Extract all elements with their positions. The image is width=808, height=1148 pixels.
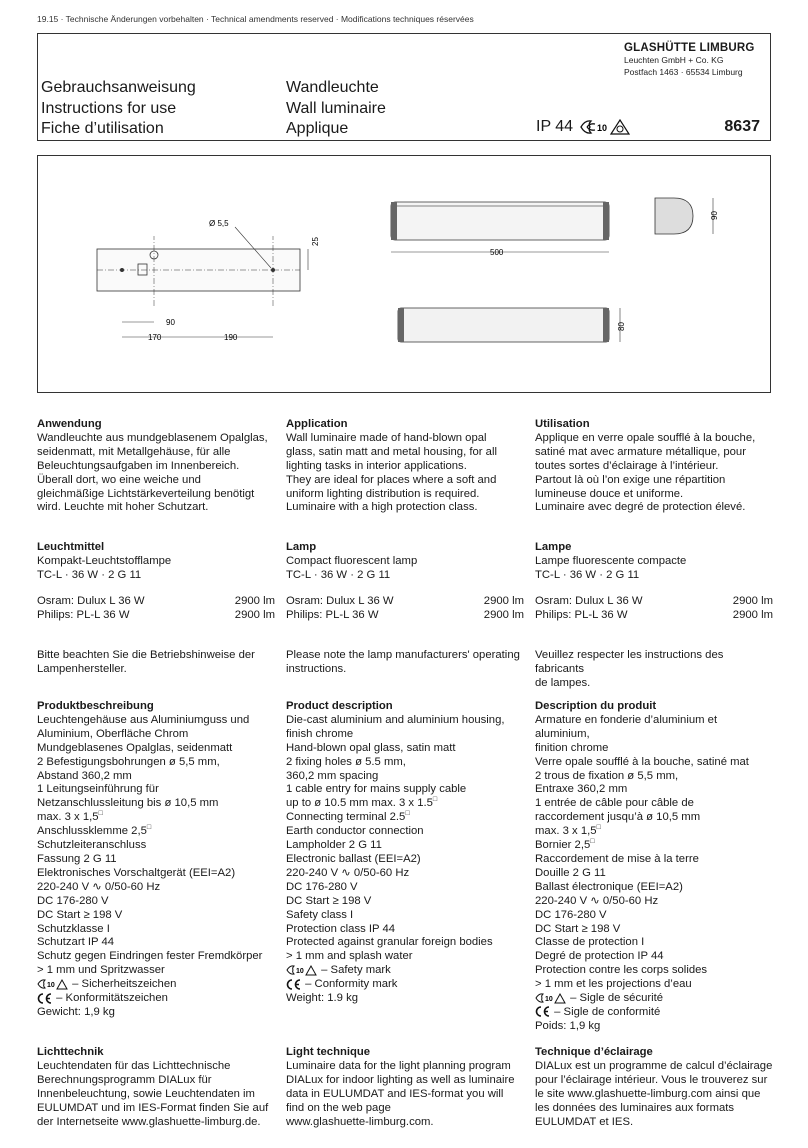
fr-app-line: Applique en verre opale soufflé à la bouche, — [535, 431, 756, 444]
header-box — [37, 33, 771, 141]
hole-label: Ø 5,5 — [209, 219, 229, 228]
en-prod-line: finish chrome — [286, 727, 354, 740]
de-lamp-list — [37, 595, 275, 623]
en-prod-line: Protection class IP 44 — [286, 922, 396, 935]
fr-application — [535, 418, 773, 515]
de-app-line: Beleuchtungsaufgaben im Innenbereich. — [37, 459, 240, 472]
fr-app-heading: Utilisation — [535, 418, 590, 430]
de-app-line: Überall dort, wo eine weiche und — [37, 473, 201, 486]
svg-text:10: 10 — [296, 968, 304, 976]
fr-app-line: Luminaire avec degré de protection élevé. — [535, 501, 746, 514]
lamp-name: Osram: Dulux L 36 W — [535, 595, 643, 607]
fr-lamp — [535, 541, 773, 583]
de-prod-line: Netzanschlussleitung bis ø 10,5 mm — [37, 797, 219, 810]
bottom-cap-left — [398, 308, 404, 342]
fr-prod-line: Bornier 2,5□ — [535, 838, 595, 852]
en-safety-text: – Safety mark — [318, 964, 391, 977]
bottom-cap-right — [603, 308, 609, 342]
de-app-line: Wandleuchte aus mundgeblasenem Opalglas, — [37, 431, 268, 444]
de-light-line: Berechnungsprogramm DIALux für — [37, 1073, 212, 1086]
de-application — [37, 418, 275, 515]
de-light-line: Leuchtendaten für das Lichttechnische — [37, 1059, 231, 1072]
side-profile — [655, 198, 693, 234]
de-prod-line: Abstand 360,2 mm — [37, 769, 132, 782]
dim-80: 80 — [617, 322, 626, 331]
en-note-line: instructions. — [286, 662, 347, 675]
de-prod-line: Schutz gegen Eindringen fester Fremdkörper — [37, 950, 263, 963]
en-safety-line — [286, 964, 524, 978]
fr-prod-line: DC Start ≥ 198 V — [535, 922, 621, 935]
de-prod-line: Schutzklasse I — [37, 922, 110, 935]
fr-prod-line: Entraxe 360,2 mm — [535, 783, 628, 796]
fr-conform-text: – Sigle de conformité — [551, 1005, 661, 1018]
en-app-line: Wall luminaire made of hand-blown opal — [286, 431, 487, 444]
company-block — [624, 42, 758, 78]
en-prod-line: DC 176-280 V — [286, 880, 358, 893]
en-light-heading: Light technique — [286, 1046, 371, 1058]
safety-mark-icon — [286, 964, 318, 976]
de-prod-line: 2 Befestigungsbohrungen ø 5,5 mm, — [37, 755, 220, 768]
fr-light-line: le site www.glashuette-limburg.com ainsi que — [535, 1087, 761, 1100]
en-product — [286, 700, 524, 1006]
de-prod-line: Anschlussklemme 2,5□ — [37, 824, 152, 838]
de-lamp-line: TC-L · 36 W · 2 G 11 — [37, 568, 142, 581]
lamp-lumen: 2900 lm — [483, 608, 524, 621]
dim-190: 190 — [224, 333, 238, 342]
fr-prod-line: Degré de protection IP 44 — [535, 950, 664, 963]
de-prod-text: max. 3 x 1,5 — [37, 811, 99, 824]
en-app-line: uniform lighting distribution is required. — [286, 487, 480, 500]
en-prod-line: 360,2 mm spacing — [286, 769, 379, 782]
lamp-row — [535, 595, 773, 609]
lamp-name: Philips: PL-L 36 W — [37, 608, 130, 621]
lamp-name: Philips: PL-L 36 W — [286, 608, 379, 621]
de-safety-text: – Sicherheitszeichen — [69, 978, 177, 991]
company-sub1: Leuchten GmbH + Co. KG — [624, 55, 724, 65]
fr-product — [535, 700, 773, 1034]
en-prod-heading: Product description — [286, 700, 393, 712]
en-prod-line: Protected against granular foreign bodies — [286, 936, 493, 949]
de-lamp — [37, 541, 275, 583]
fr-app-line: lumineuse douce et uniforme. — [535, 487, 684, 500]
en-note — [286, 649, 524, 677]
dim-170: 170 — [148, 333, 162, 342]
en-lamp-line: Compact fluorescent lamp — [286, 554, 418, 567]
de-prod-line: Fassung 2 G 11 — [37, 852, 117, 865]
de-light — [37, 1046, 275, 1129]
ce-mark-icon — [37, 993, 53, 1004]
lamp-name: Osram: Dulux L 36 W — [286, 595, 394, 607]
fr-lamp-list — [535, 595, 773, 623]
front-cap-left — [391, 202, 397, 240]
top-note: 19.15 · Technische Änderungen vorbehalten · Technical amendments reserved · Modifications techniques réservées — [37, 14, 474, 24]
enec-number: 10 — [597, 123, 608, 133]
en-prod-line: Hand-blown opal glass, satin matt — [286, 741, 456, 754]
fr-prod-line: Douille 2 G 11 — [535, 866, 606, 879]
fr-light-line: les données des luminaires aux formats — [535, 1101, 735, 1114]
fr-prod-line: Protection contre les corps solides — [535, 964, 708, 977]
fr-note-line: Veuillez respecter les instructions des fabricants — [535, 649, 724, 675]
de-note-line: Bitte beachten Sie die Betriebshinweise der — [37, 649, 255, 661]
en-lamp-line: TC-L · 36 W · 2 G 11 — [286, 568, 391, 581]
lamp-row — [37, 595, 275, 609]
de-prod-line: Mundgeblasenes Opalglas, seidenmatt — [37, 741, 233, 754]
drawing-svg — [38, 156, 770, 392]
bottom-view — [398, 308, 609, 342]
doc-title-en: Instructions for use — [41, 99, 177, 117]
de-prod-line: Schutzart IP 44 — [37, 936, 115, 949]
lamp-lumen: 2900 lm — [234, 608, 275, 621]
svg-text:10: 10 — [47, 982, 55, 990]
fr-prod-line: raccordement jusqu’à ø 10,5 mm — [535, 811, 701, 824]
de-prod-line: Aluminium, Oberfläche Chrom — [37, 727, 189, 740]
fr-prod-line: 1 entrée de câble pour câble de — [535, 797, 694, 810]
fr-prod-line: DC 176-280 V — [535, 908, 607, 921]
en-prod-line: Earth conductor connection — [286, 825, 424, 838]
fr-app-line: satiné mat avec armature métallique, pour — [535, 445, 746, 458]
en-prod-line: Safety class I — [286, 908, 354, 921]
ip-rating: IP 44 — [536, 118, 574, 135]
fr-light-heading: Technique d’éclairage — [535, 1046, 653, 1058]
de-product — [37, 700, 275, 1020]
ce-mark-icon — [535, 1006, 551, 1017]
lamp-row — [286, 595, 524, 609]
en-weight: Weight: 1.9 kg — [286, 992, 359, 1005]
en-light-line: Luminaire data for the light planning program — [286, 1059, 511, 1072]
doc-title-de: Gebrauchsanweisung — [41, 79, 196, 96]
en-prod-text: up to ø 10.5 mm max. 3 x 1.5 — [286, 797, 433, 810]
de-prod-line: DC 176-280 V — [37, 894, 109, 907]
fr-lamp-line: TC-L · 36 W · 2 G 11 — [535, 568, 640, 581]
product-titles — [286, 78, 386, 140]
company-name: GLASHÜTTE LIMBURG — [624, 42, 755, 54]
lamp-row — [286, 609, 524, 623]
en-prod-line: Electronic ballast (EEI=A2) — [286, 852, 421, 865]
technical-drawing — [37, 155, 771, 393]
de-prod-line: Elektronisches Vorschaltgerät (EEI=A2) — [37, 866, 236, 879]
de-prod-line: 1 Leitungseinführung für — [37, 783, 159, 796]
fr-lamp-heading: Lampe — [535, 541, 572, 553]
fr-lamp-line: Lampe fluorescente compacte — [535, 554, 687, 567]
fr-conform-line — [535, 1006, 773, 1020]
lamp-row — [535, 609, 773, 623]
fr-weight: Poids: 1,9 kg — [535, 1019, 601, 1032]
doc-titles — [41, 78, 196, 140]
fr-light-line: EULUMDAT et IES. — [535, 1115, 634, 1128]
dim-90a: 90 — [166, 318, 175, 327]
fixing-hole-right — [271, 268, 275, 272]
en-light-line: DIALux for indoor lighting as well as luminaire — [286, 1073, 515, 1086]
en-conform-text: – Conformity mark — [302, 978, 398, 991]
fr-safety-text: – Sigle de sécurité — [567, 992, 664, 1005]
en-lamp-heading: Lamp — [286, 541, 317, 553]
fr-note-line: de lampes. — [535, 676, 591, 689]
en-lamp — [286, 541, 524, 583]
front-view — [391, 202, 609, 240]
de-lamp-heading: Leuchtmittel — [37, 541, 105, 553]
fr-prod-line: 2 trous de fixation ø 5,5 mm, — [535, 769, 679, 782]
fr-prod-line: Ballast électronique (EEI=A2) — [535, 880, 683, 893]
en-conform-line — [286, 978, 524, 992]
en-lamp-list — [286, 595, 524, 623]
lamp-name: Philips: PL-L 36 W — [535, 608, 628, 621]
en-prod-line: DC Start ≥ 198 V — [286, 894, 372, 907]
en-prod-line: 2 fixing holes ø 5.5 mm, — [286, 755, 406, 768]
de-prod-heading: Produktbeschreibung — [37, 700, 154, 712]
fr-app-line: toutes sortes d’éclairage à l’intérieur. — [535, 459, 719, 472]
enec-mark-icon — [579, 118, 639, 136]
en-light-line: find on the web page — [286, 1101, 391, 1114]
fr-light — [535, 1046, 773, 1129]
fr-app-line: Partout là où l’on exige une répartition — [535, 473, 726, 486]
en-app-line: Luminaire with a high protection class. — [286, 501, 478, 514]
fr-safety-line — [535, 992, 773, 1006]
de-prod-line: Schutzleiteranschluss — [37, 839, 147, 852]
fr-prod-line: Classe de protection I — [535, 936, 645, 949]
en-prod-line: 220-240 V ∿ 0/50-60 Hz — [286, 866, 410, 879]
product-title-de: Wandleuchte — [286, 79, 379, 96]
de-prod-line: 220-240 V ∿ 0/50-60 Hz — [37, 880, 161, 893]
fr-prod-text: max. 3 x 1,5 — [535, 825, 597, 838]
en-prod-line: up to ø 10.5 mm max. 3 x 1.5□ — [286, 796, 438, 810]
en-prod-line: Die-cast aluminium and aluminium housing, — [286, 713, 505, 726]
en-application — [286, 418, 524, 515]
en-prod-line: Lampholder 2 G 11 — [286, 839, 382, 852]
fr-prod-line: 220-240 V ∿ 0/50-60 Hz — [535, 894, 659, 907]
model-number: 8637 — [724, 118, 760, 135]
en-app-heading: Application — [286, 418, 348, 430]
de-app-line: seidenmatt, mit Metallgehäuse, für alle — [37, 445, 231, 458]
en-prod-line: Connecting terminal 2.5□ — [286, 810, 410, 824]
dim-500: 500 — [490, 248, 504, 257]
fr-light-line: DIALux est un programme de calcul d’éclairage — [535, 1059, 773, 1072]
lamp-lumen: 2900 lm — [732, 595, 773, 607]
en-light — [286, 1046, 524, 1129]
dim-90b: 90 — [710, 211, 719, 220]
de-prod-text: Anschlussklemme 2,5 — [37, 825, 147, 838]
ip-rating-line — [536, 118, 639, 136]
de-note-line: Lampenhersteller. — [37, 662, 127, 675]
fr-prod-text: Bornier 2,5 — [535, 839, 591, 852]
fr-light-line: pour l’éclairage intérieur. Vous le trouverez sur — [535, 1073, 768, 1086]
de-weight: Gewicht: 1,9 kg — [37, 1005, 115, 1018]
fr-prod-line: Raccordement de mise à la terre — [535, 852, 699, 865]
product-title-en: Wall luminaire — [286, 99, 386, 117]
en-app-line: glass, satin matt and metal housing, for all — [286, 445, 497, 458]
de-prod-line: Leuchtengehäuse aus Aluminiumguss und — [37, 713, 250, 726]
de-prod-line: max. 3 x 1,5□ — [37, 810, 103, 824]
de-app-heading: Anwendung — [37, 418, 102, 430]
lamp-row — [37, 609, 275, 623]
de-prod-line: > 1 mm und Spritzwasser — [37, 964, 165, 977]
fixing-hole-left — [120, 268, 124, 272]
safety-mark-icon — [535, 992, 567, 1004]
de-note — [37, 649, 275, 677]
lamp-lumen: 2900 lm — [732, 608, 773, 621]
lamp-lumen: 2900 lm — [483, 595, 524, 607]
de-light-heading: Lichttechnik — [37, 1046, 104, 1058]
en-prod-line: 1 cable entry for mains supply cable — [286, 783, 467, 796]
en-light-line: data in EULUMDAT and IES-format you will — [286, 1087, 504, 1100]
en-note-line: Please note the lamp manufacturers' operating — [286, 649, 520, 661]
de-app-line: wird. Leuchte mit hoher Schutzart. — [37, 501, 209, 514]
safety-mark-icon — [37, 978, 69, 990]
en-prod-text: Connecting terminal 2.5 — [286, 811, 406, 824]
en-app-line: lighting tasks in interior applications. — [286, 459, 467, 472]
dim-25: 25 — [311, 237, 320, 246]
en-app-line: They are ideal for places where a soft and — [286, 473, 497, 486]
fr-prod-line: finition chrome — [535, 741, 609, 754]
lamp-name: Osram: Dulux L 36 W — [37, 595, 145, 607]
de-safety-line — [37, 978, 275, 992]
de-conform-line — [37, 992, 275, 1006]
de-lamp-line: Kompakt-Leuchtstofflampe — [37, 554, 172, 567]
de-light-line: der Internetseite www.glashuette-limburg.de. — [37, 1115, 261, 1128]
fr-prod-heading: Description du produit — [535, 700, 657, 712]
doc-title-fr: Fiche d’utilisation — [41, 120, 164, 137]
ce-mark-icon — [286, 979, 302, 990]
de-conform-text: – Konformitätszeichen — [53, 992, 168, 1005]
fr-prod-line: Armature en fonderie d’aluminium et aluminium, — [535, 713, 718, 740]
de-light-line: Innenbeleuchtung, sowie Leuchtendaten im — [37, 1087, 255, 1100]
fr-prod-line: max. 3 x 1,5□ — [535, 824, 601, 838]
fr-prod-line: > 1 mm et les projections d’eau — [535, 978, 692, 991]
en-prod-line: > 1 mm and splash water — [286, 950, 413, 963]
de-app-line: gleichmäßige Lichtstärkeverteilung benötigt — [37, 487, 255, 500]
de-prod-line: DC Start ≥ 198 V — [37, 908, 123, 921]
en-light-line: www.glashuette-limburg.com. — [286, 1115, 434, 1128]
front-cap-right — [603, 202, 609, 240]
fr-prod-line: Verre opale soufflé à la bouche, satiné mat — [535, 755, 749, 768]
company-sub2: Postfach 1463 · 65534 Limburg — [624, 67, 743, 77]
fr-note — [535, 649, 773, 691]
lamp-lumen: 2900 lm — [234, 595, 275, 607]
product-title-fr: Applique — [286, 120, 349, 137]
svg-text:10: 10 — [545, 996, 553, 1004]
de-light-line: EULUMDAT und im IES-Format finden Sie auf — [37, 1101, 269, 1114]
